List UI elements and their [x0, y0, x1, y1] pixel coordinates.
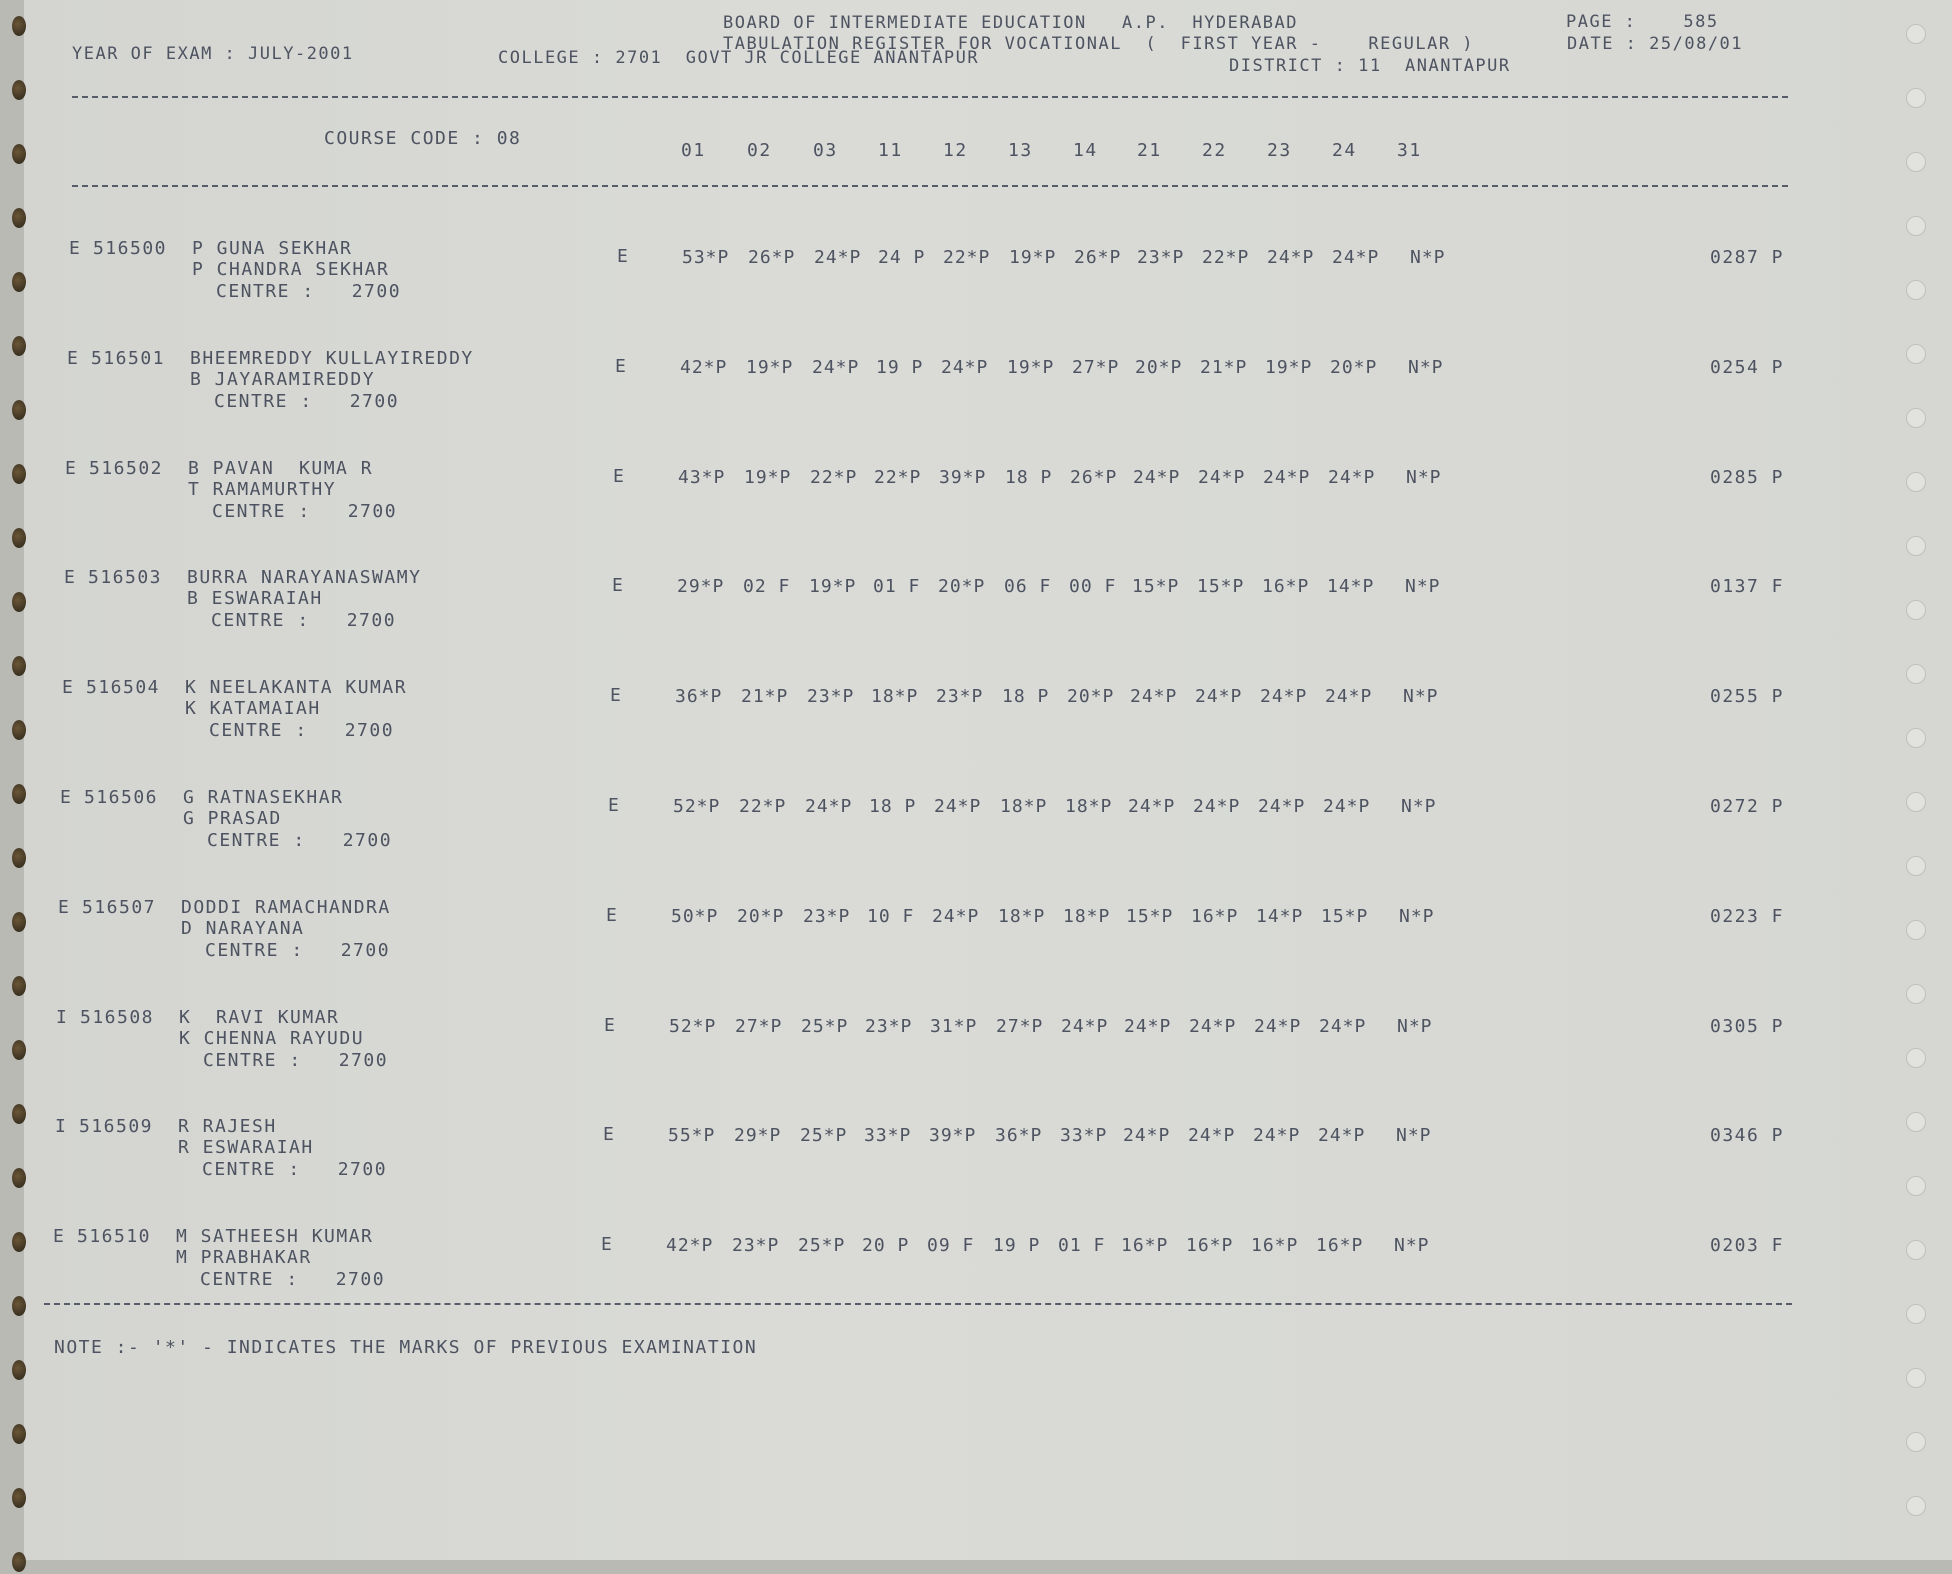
row-prefix: E	[60, 787, 73, 808]
subject-mark: N*P	[1410, 247, 1446, 268]
subject-mark: 18 P	[1005, 466, 1053, 488]
centre-code: CENTRE : 2700	[211, 610, 397, 632]
hall-ticket-number: 516500	[93, 238, 168, 259]
father-name: K CHENNA RAYUDU	[179, 1027, 365, 1049]
subject-mark: N*P	[1408, 356, 1444, 378]
feed-hole	[12, 1552, 26, 1572]
subject-mark: 24*P	[941, 356, 989, 378]
medium: E	[612, 575, 625, 597]
subject-mark: 24*P	[812, 356, 860, 378]
subject-mark: 24*P	[1189, 1015, 1237, 1037]
feed-hole	[12, 1488, 26, 1508]
subject-mark: 29*P	[734, 1125, 782, 1147]
subject-mark: 19*P	[1265, 356, 1313, 378]
feed-hole	[1906, 1304, 1926, 1324]
district: DISTRICT : 11 ANANTAPUR	[1229, 56, 1511, 76]
feed-hole	[12, 464, 26, 484]
father-name: D NARAYANA	[181, 917, 305, 939]
subject-mark: 39*P	[939, 466, 987, 488]
subject-mark: 20*P	[938, 576, 986, 598]
subject-mark: 24*P	[1195, 686, 1243, 708]
feed-hole	[12, 1104, 26, 1124]
feed-hole	[1906, 536, 1926, 556]
subject-mark: N*P	[1394, 1235, 1430, 1257]
feed-hole	[12, 144, 26, 164]
subject-mark: 19 P	[876, 356, 924, 378]
subject-mark: 06 F	[1004, 576, 1052, 598]
subject-mark: 23*P	[803, 905, 851, 927]
subject-mark: 24*P	[1198, 466, 1246, 488]
subject-mark: 19*P	[1007, 356, 1055, 378]
subject-mark: 20*P	[737, 905, 785, 927]
subject-mark: 42*P	[680, 356, 728, 378]
subject-mark: 21*P	[741, 686, 789, 708]
subject-mark: 16*P	[1251, 1235, 1299, 1257]
row-prefix: E	[65, 457, 78, 479]
feed-hole	[1906, 1112, 1926, 1132]
subject-code: 21	[1137, 140, 1162, 161]
subject-mark: N*P	[1396, 1125, 1432, 1147]
feed-hole	[12, 336, 26, 356]
medium: E	[613, 465, 626, 487]
subject-mark: 24*P	[1254, 1015, 1302, 1037]
feed-hole	[1906, 152, 1926, 172]
subject-mark: 24*P	[814, 247, 862, 268]
subject-mark: 20*P	[1135, 356, 1183, 378]
row-prefix: I	[56, 1006, 69, 1028]
subject-mark: 22*P	[1202, 247, 1250, 268]
subject-mark: 24 P	[878, 247, 926, 268]
subject-mark: 27*P	[996, 1015, 1044, 1037]
medium: E	[601, 1234, 614, 1256]
row-prefix: E	[64, 567, 77, 589]
subject-mark: 24*P	[1323, 796, 1371, 817]
subject-mark: 24*P	[1319, 1015, 1367, 1037]
feed-hole	[12, 720, 26, 740]
board-title: BOARD OF INTERMEDIATE EDUCATION A.P. HYDERABAD	[723, 13, 1299, 33]
feed-hole	[1906, 1368, 1926, 1388]
centre-code: CENTRE : 2700	[203, 1049, 389, 1071]
subject-mark: 26*P	[748, 247, 796, 268]
subject-mark: 42*P	[666, 1235, 714, 1257]
subject-mark: 27*P	[735, 1015, 783, 1037]
subject-mark: 23*P	[1137, 247, 1185, 268]
subject-mark: 26*P	[1070, 466, 1118, 488]
subject-mark: 26*P	[1074, 247, 1122, 268]
subject-mark: 24*P	[1128, 796, 1176, 817]
total-result: 0254 P	[1710, 356, 1785, 378]
feed-hole	[1906, 280, 1926, 300]
hall-ticket-number: 516504	[86, 677, 161, 699]
subject-mark: 20*P	[1330, 356, 1378, 378]
subject-mark: 25*P	[801, 1015, 849, 1037]
subject-mark: 24*P	[1123, 1125, 1171, 1147]
subject-mark: 16*P	[1316, 1235, 1364, 1257]
row-prefix: I	[55, 1116, 68, 1138]
centre-code: CENTRE : 2700	[216, 281, 402, 302]
feed-hole	[12, 272, 26, 292]
subject-mark: 19*P	[744, 466, 792, 488]
subject-mark: 24*P	[1260, 686, 1308, 708]
hall-ticket-number: 516510	[77, 1226, 152, 1248]
subject-mark: 24*P	[934, 796, 982, 817]
hall-ticket-number: 516506	[84, 787, 159, 808]
feed-hole	[1906, 1496, 1926, 1516]
father-name: K KATAMAIAH	[185, 698, 321, 720]
subject-code: 02	[747, 140, 772, 161]
tractor-feed-holes-left	[0, 0, 40, 1574]
subject-mark: 24*P	[1124, 1015, 1172, 1037]
centre-code: CENTRE : 2700	[205, 939, 391, 961]
feed-hole	[1906, 1176, 1926, 1196]
father-name: P CHANDRA SEKHAR	[192, 259, 390, 280]
subject-mark: 33*P	[1060, 1125, 1108, 1147]
subject-mark: 33*P	[864, 1125, 912, 1147]
subject-mark: 22*P	[874, 466, 922, 488]
feed-hole	[1906, 408, 1926, 428]
subject-code: 03	[813, 140, 838, 161]
feed-hole	[1906, 1048, 1926, 1068]
hall-ticket-number: 516503	[88, 567, 163, 589]
subject-mark: 16*P	[1262, 576, 1310, 598]
father-name: R ESWARAIAH	[178, 1137, 314, 1159]
feed-hole	[1906, 216, 1926, 236]
subject-mark: 24*P	[1130, 686, 1178, 708]
subject-mark: 14*P	[1256, 905, 1304, 927]
subject-mark: 23*P	[865, 1015, 913, 1037]
register-title: TABULATION REGISTER FOR VOCATIONAL ( FIRST YEAR - REGULAR )	[723, 34, 1475, 54]
subject-mark: 24*P	[1263, 466, 1311, 488]
father-name: B ESWARAIAH	[187, 588, 323, 610]
total-result: 0203 F	[1710, 1235, 1785, 1257]
centre-code: CENTRE : 2700	[214, 390, 400, 412]
student-name: M SATHEESH KUMAR	[176, 1226, 374, 1248]
subject-mark: 01 F	[873, 576, 921, 598]
father-name: M PRABHAKAR	[176, 1247, 312, 1269]
subject-mark: 16*P	[1121, 1235, 1169, 1257]
student-name: DODDI RAMACHANDRA	[181, 896, 391, 918]
subject-mark: 23*P	[936, 686, 984, 708]
centre-code: CENTRE : 2700	[209, 720, 395, 742]
total-result: 0305 P	[1710, 1015, 1785, 1037]
medium: E	[604, 1014, 617, 1036]
subject-mark: 24*P	[1253, 1125, 1301, 1147]
subject-mark: 16*P	[1191, 905, 1239, 927]
feed-hole	[12, 848, 26, 868]
centre-code: CENTRE : 2700	[207, 830, 393, 851]
subject-mark: 00 F	[1069, 576, 1117, 598]
subject-mark: 15*P	[1321, 905, 1369, 927]
student-name: P GUNA SEKHAR	[192, 238, 353, 259]
medium: E	[608, 795, 621, 816]
subject-mark: 22*P	[739, 796, 787, 817]
feed-hole	[1906, 24, 1926, 44]
subject-mark: 19*P	[1009, 247, 1057, 268]
row-prefix: E	[69, 238, 82, 259]
feed-hole	[12, 1168, 26, 1188]
subject-code: 23	[1267, 140, 1292, 161]
hall-ticket-number: 516509	[79, 1116, 154, 1138]
subject-code: 13	[1008, 140, 1033, 161]
subject-mark: 18 P	[1002, 686, 1050, 708]
subject-mark: 24*P	[1193, 796, 1241, 817]
total-result: 0346 P	[1710, 1125, 1785, 1147]
subject-mark: 31*P	[930, 1015, 978, 1037]
feed-hole	[12, 400, 26, 420]
centre-code: CENTRE : 2700	[202, 1159, 388, 1181]
subject-code: 11	[878, 140, 903, 161]
feed-hole	[12, 912, 26, 932]
feed-hole	[1906, 88, 1926, 108]
feed-hole	[12, 784, 26, 804]
total-result: 0285 P	[1710, 466, 1785, 488]
feed-hole	[1906, 664, 1926, 684]
feed-hole	[12, 16, 26, 36]
subject-mark: 36*P	[675, 686, 723, 708]
footer-divider	[44, 1303, 1792, 1305]
feed-hole	[12, 1040, 26, 1060]
subject-mark: 24*P	[1061, 1015, 1109, 1037]
subject-mark: 27*P	[1072, 356, 1120, 378]
medium: E	[606, 904, 619, 926]
feed-hole	[1906, 1240, 1926, 1260]
hall-ticket-number: 516502	[89, 457, 164, 479]
subject-mark: 02 F	[743, 576, 791, 598]
row-prefix: E	[53, 1226, 66, 1248]
subject-mark: 25*P	[798, 1235, 846, 1257]
feed-hole	[12, 1360, 26, 1380]
feed-hole	[12, 656, 26, 676]
subject-mark: 18*P	[998, 905, 1046, 927]
subject-mark: 18 P	[869, 796, 917, 817]
subject-code: 22	[1202, 140, 1227, 161]
subject-mark: 15*P	[1132, 576, 1180, 598]
father-name: T RAMAMURTHY	[188, 478, 337, 500]
feed-hole	[1906, 856, 1926, 876]
subject-mark: 14*P	[1327, 576, 1375, 598]
total-result: 0255 P	[1710, 686, 1785, 708]
subject-mark: 36*P	[995, 1125, 1043, 1147]
student-name: BHEEMREDDY KULLAYIREDDY	[190, 347, 474, 369]
medium: E	[617, 246, 630, 267]
subject-mark: 15*P	[1126, 905, 1174, 927]
page-number: PAGE : 585	[1566, 12, 1719, 32]
note-text: NOTE :- '*' - INDICATES THE MARKS OF PREVIOUS EXAMINATION	[54, 1337, 758, 1358]
subject-mark: 24*P	[1133, 466, 1181, 488]
subject-mark: 52*P	[669, 1015, 717, 1037]
student-name: G RATNASEKHAR	[183, 787, 344, 808]
print-date: DATE : 25/08/01	[1567, 34, 1744, 54]
subject-code: 31	[1397, 140, 1422, 161]
subject-mark: 43*P	[678, 466, 726, 488]
year-of-exam: YEAR OF EXAM : JULY-2001	[72, 44, 354, 64]
centre-code: CENTRE : 2700	[200, 1269, 386, 1291]
subject-mark: 24*P	[1325, 686, 1373, 708]
feed-hole	[1906, 472, 1926, 492]
subject-mark: 18*P	[871, 686, 919, 708]
subject-mark: 24*P	[1332, 247, 1380, 268]
medium: E	[610, 685, 623, 707]
subject-mark: 18*P	[1065, 796, 1113, 817]
feed-hole	[1906, 728, 1926, 748]
total-result: 0223 F	[1710, 905, 1785, 927]
feed-hole	[12, 592, 26, 612]
subject-mark: N*P	[1401, 796, 1437, 817]
subject-code: 12	[943, 140, 968, 161]
feed-hole	[12, 80, 26, 100]
header-divider-top	[72, 96, 1788, 98]
hall-ticket-number: 516501	[91, 347, 166, 369]
subject-mark: 19 P	[993, 1235, 1041, 1257]
subject-code: 14	[1073, 140, 1098, 161]
total-result: 0137 F	[1710, 576, 1785, 598]
subject-mark: 18*P	[1000, 796, 1048, 817]
subject-mark: 39*P	[929, 1125, 977, 1147]
subject-mark: N*P	[1399, 905, 1435, 927]
student-name: BURRA NARAYANASWAMY	[187, 567, 422, 589]
row-prefix: E	[67, 347, 80, 369]
feed-hole	[1906, 792, 1926, 812]
subject-mark: 16*P	[1186, 1235, 1234, 1257]
subject-mark: 20 P	[862, 1235, 910, 1257]
student-name: B PAVAN KUMA R	[188, 457, 374, 479]
hall-ticket-number: 516508	[80, 1006, 155, 1028]
subject-mark: 01 F	[1058, 1235, 1106, 1257]
subject-code: 24	[1332, 140, 1357, 161]
subject-code: 01	[681, 140, 706, 161]
subject-mark: 22*P	[810, 466, 858, 488]
subject-mark: 24*P	[1328, 466, 1376, 488]
total-result: 0272 P	[1710, 796, 1785, 817]
subject-mark: 22*P	[943, 247, 991, 268]
course-code: COURSE CODE : 08	[324, 128, 522, 149]
subject-mark: 55*P	[668, 1125, 716, 1147]
subject-mark: N*P	[1405, 576, 1441, 598]
subject-mark: 10 F	[867, 905, 915, 927]
feed-hole	[12, 1424, 26, 1444]
printout-sheet	[24, 0, 1952, 1560]
subject-mark: 24*P	[1267, 247, 1315, 268]
subject-mark: 09 F	[927, 1235, 975, 1257]
subject-mark: 19*P	[809, 576, 857, 598]
subject-mark: 18*P	[1063, 905, 1111, 927]
college-line: COLLEGE : 2701 GOVT JR COLLEGE ANANTAPUR	[498, 48, 980, 68]
subject-mark: N*P	[1406, 466, 1442, 488]
student-name: K RAVI KUMAR	[179, 1006, 340, 1028]
subject-mark: 24*P	[1318, 1125, 1366, 1147]
student-name: K NEELAKANTA KUMAR	[185, 677, 408, 699]
subject-mark: 24*P	[1188, 1125, 1236, 1147]
centre-code: CENTRE : 2700	[212, 500, 398, 522]
subject-mark: 50*P	[671, 905, 719, 927]
subject-mark: 25*P	[800, 1125, 848, 1147]
subject-mark: 52*P	[673, 796, 721, 817]
feed-hole	[12, 976, 26, 996]
feed-hole	[1906, 920, 1926, 940]
feed-hole	[12, 1296, 26, 1316]
subject-mark: 15*P	[1197, 576, 1245, 598]
feed-hole	[1906, 344, 1926, 364]
feed-hole	[1906, 1432, 1926, 1452]
subject-mark: 23*P	[807, 686, 855, 708]
subject-mark: 21*P	[1200, 356, 1248, 378]
feed-hole	[1906, 984, 1926, 1004]
subject-mark: N*P	[1403, 686, 1439, 708]
subject-mark: 20*P	[1067, 686, 1115, 708]
subject-mark: 19*P	[746, 356, 794, 378]
subject-mark: 53*P	[682, 247, 730, 268]
hall-ticket-number: 516507	[82, 896, 157, 918]
row-prefix: E	[62, 677, 75, 699]
feed-hole	[12, 1232, 26, 1252]
header-divider-bottom	[72, 185, 1788, 187]
father-name: G PRASAD	[183, 808, 282, 829]
student-name: R RAJESH	[178, 1116, 277, 1138]
subject-mark: 24*P	[932, 905, 980, 927]
feed-hole	[12, 208, 26, 228]
subject-mark: N*P	[1397, 1015, 1433, 1037]
father-name: B JAYARAMIREDDY	[190, 368, 376, 390]
subject-mark: 29*P	[677, 576, 725, 598]
total-result: 0287 P	[1710, 247, 1785, 268]
feed-hole	[12, 528, 26, 548]
subject-mark: 24*P	[1258, 796, 1306, 817]
subject-mark: 24*P	[805, 796, 853, 817]
medium: E	[603, 1124, 616, 1146]
medium: E	[615, 355, 628, 377]
feed-hole	[1906, 600, 1926, 620]
subject-mark: 23*P	[732, 1235, 780, 1257]
row-prefix: E	[58, 896, 71, 918]
